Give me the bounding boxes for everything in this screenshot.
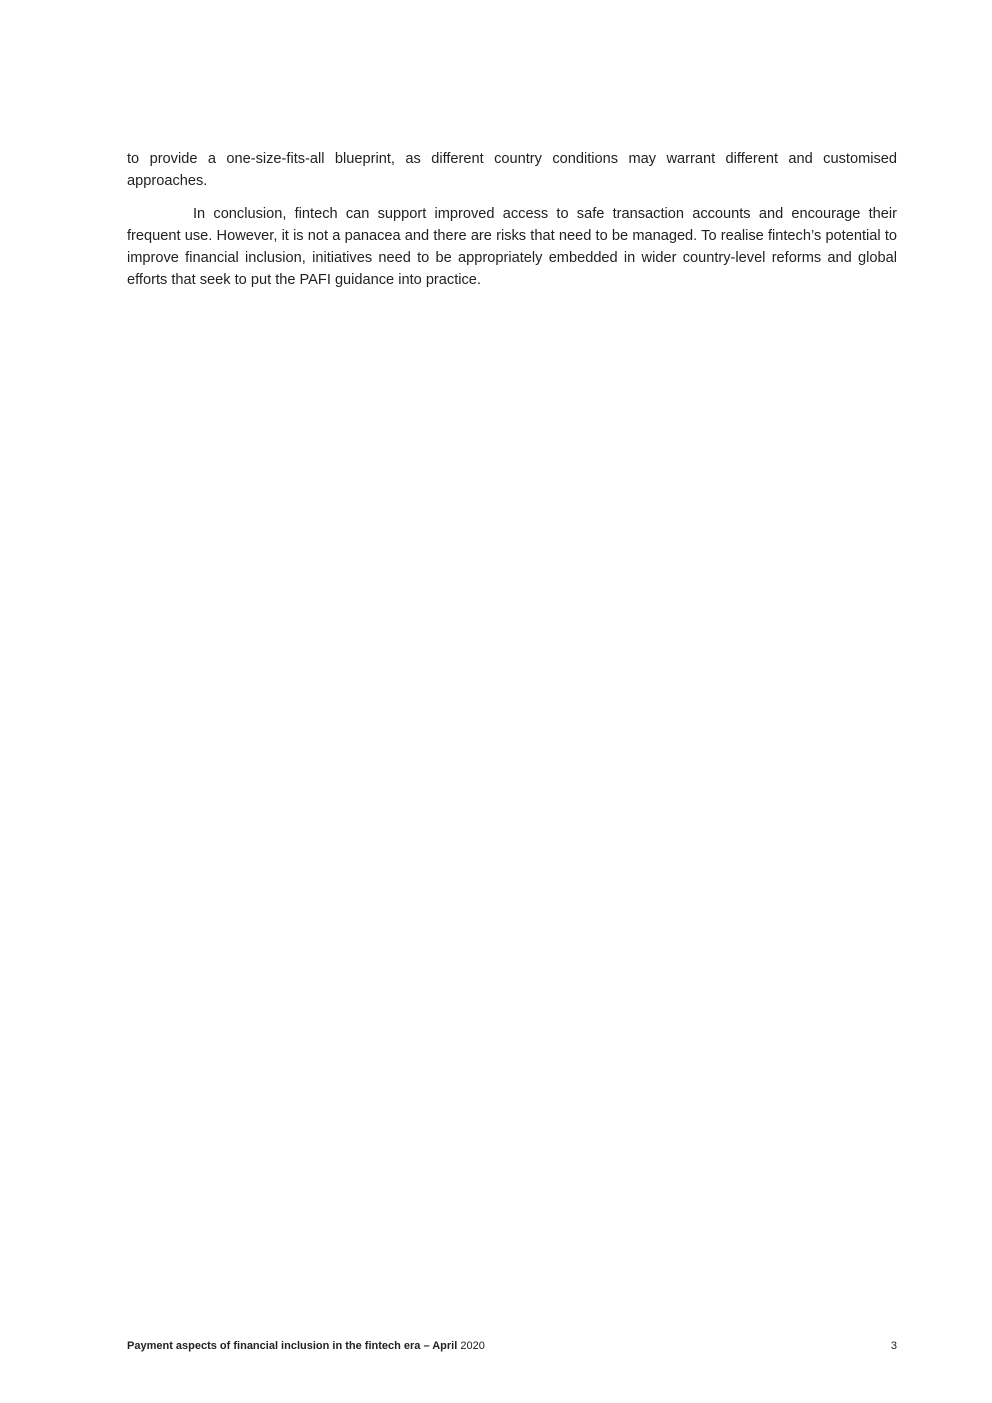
paragraph-conclusion: In conclusion, fintech can support improved access to safe transaction accounts and encourage their frequent use. However, it is not a panacea and there are risks that need to be managed. To realise fintech’s potential to improve financial inclusion, initiatives need to be appropriately embedded in wider country-level reforms and global efforts that seek to put the PAFI guidance into practice. xyxy=(127,206,897,288)
paragraph-continuation: to provide a one-size-fits-all blueprint, as different country conditions may warrant different and customised approaches. xyxy=(127,151,897,189)
body-text xyxy=(127,148,897,302)
footer-document-title xyxy=(127,1338,485,1354)
footer-title-text: Payment aspects of financial inclusion in the fintech era – April xyxy=(127,1340,458,1352)
footer-year: 2020 xyxy=(460,1340,485,1352)
page-number: 3 xyxy=(890,1340,897,1352)
page-footer xyxy=(127,1338,897,1354)
